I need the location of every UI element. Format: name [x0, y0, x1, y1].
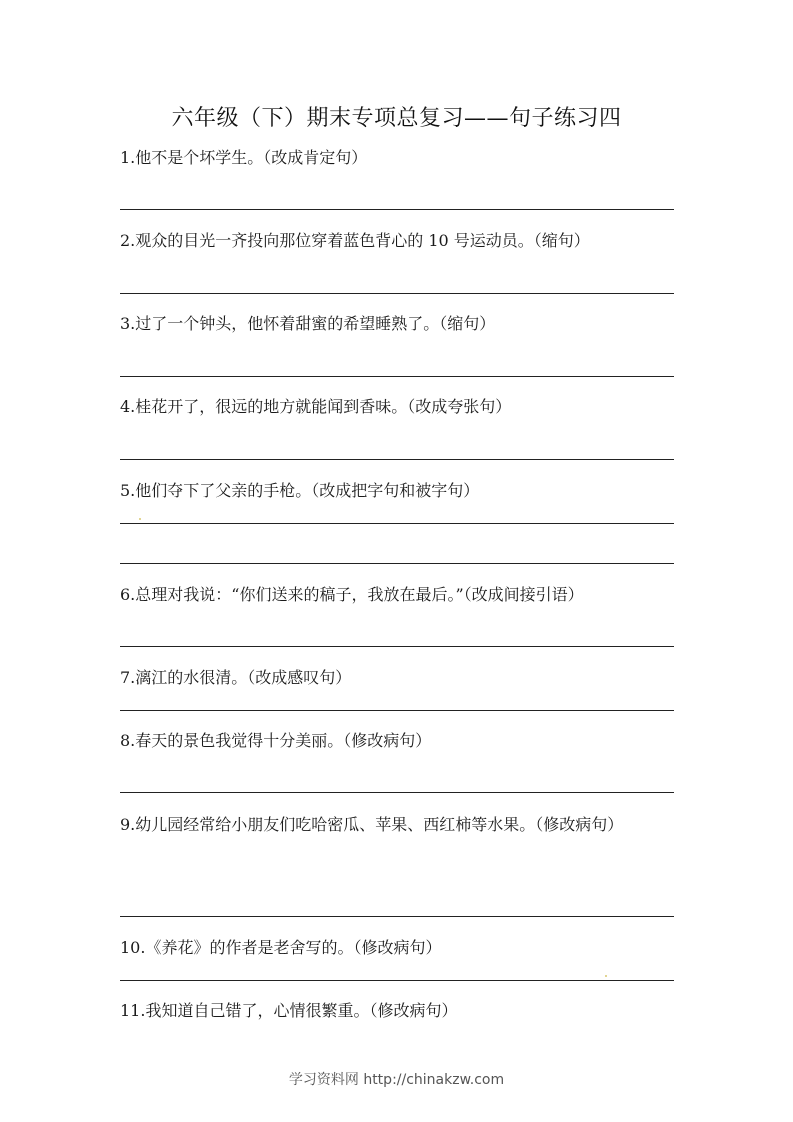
answer-line-5b[interactable]	[120, 563, 674, 564]
question-9: 9.幼儿园经常给小朋友们吃哈密瓜、苹果、西红柿等水果。（修改病句）	[120, 815, 624, 834]
question-3: 3.过了一个钟头，他怀着甜蜜的希望睡熟了。（缩句）	[120, 314, 496, 333]
speck-mark	[605, 975, 607, 977]
answer-line-10[interactable]	[120, 980, 674, 981]
answer-line-5a[interactable]	[120, 523, 674, 524]
answer-line-2[interactable]	[120, 293, 674, 294]
question-11: 11.我知道自己错了，心情很繁重。（修改病句）	[120, 1001, 458, 1020]
question-5: 5.他们夺下了父亲的手枪。（改成把字句和被字句）	[120, 481, 480, 500]
question-6: 6.总理对我说：“你们送来的稿子，我放在最后。”（改成间接引语）	[120, 585, 584, 604]
question-1: 1.他不是个坏学生。（改成肯定句）	[120, 148, 368, 167]
page-title: 六年级（下）期末专项总复习——句子练习四	[171, 106, 622, 131]
speck-mark	[139, 518, 141, 520]
question-7: 7.漓江的水很清。（改成感叹句）	[120, 668, 352, 687]
footer-watermark: 学习资料网 http://chinakzw.com	[288, 1072, 505, 1088]
question-10: 10.《养花》的作者是老舍写的。（修改病句）	[120, 938, 442, 957]
answer-line-8[interactable]	[120, 792, 674, 793]
answer-line-9[interactable]	[120, 916, 674, 917]
answer-line-1[interactable]	[120, 209, 674, 210]
answer-line-7[interactable]	[120, 710, 674, 711]
question-2: 2.观众的目光一齐投向那位穿着蓝色背心的 10 号运动员。（缩句）	[120, 231, 590, 250]
answer-line-4[interactable]	[120, 459, 674, 460]
question-8: 8.春天的景色我觉得十分美丽。（修改病句）	[120, 731, 432, 750]
answer-line-3[interactable]	[120, 376, 674, 377]
answer-line-6[interactable]	[120, 646, 674, 647]
question-4: 4.桂花开了，很远的地方就能闻到香味。（改成夸张句）	[120, 397, 512, 416]
